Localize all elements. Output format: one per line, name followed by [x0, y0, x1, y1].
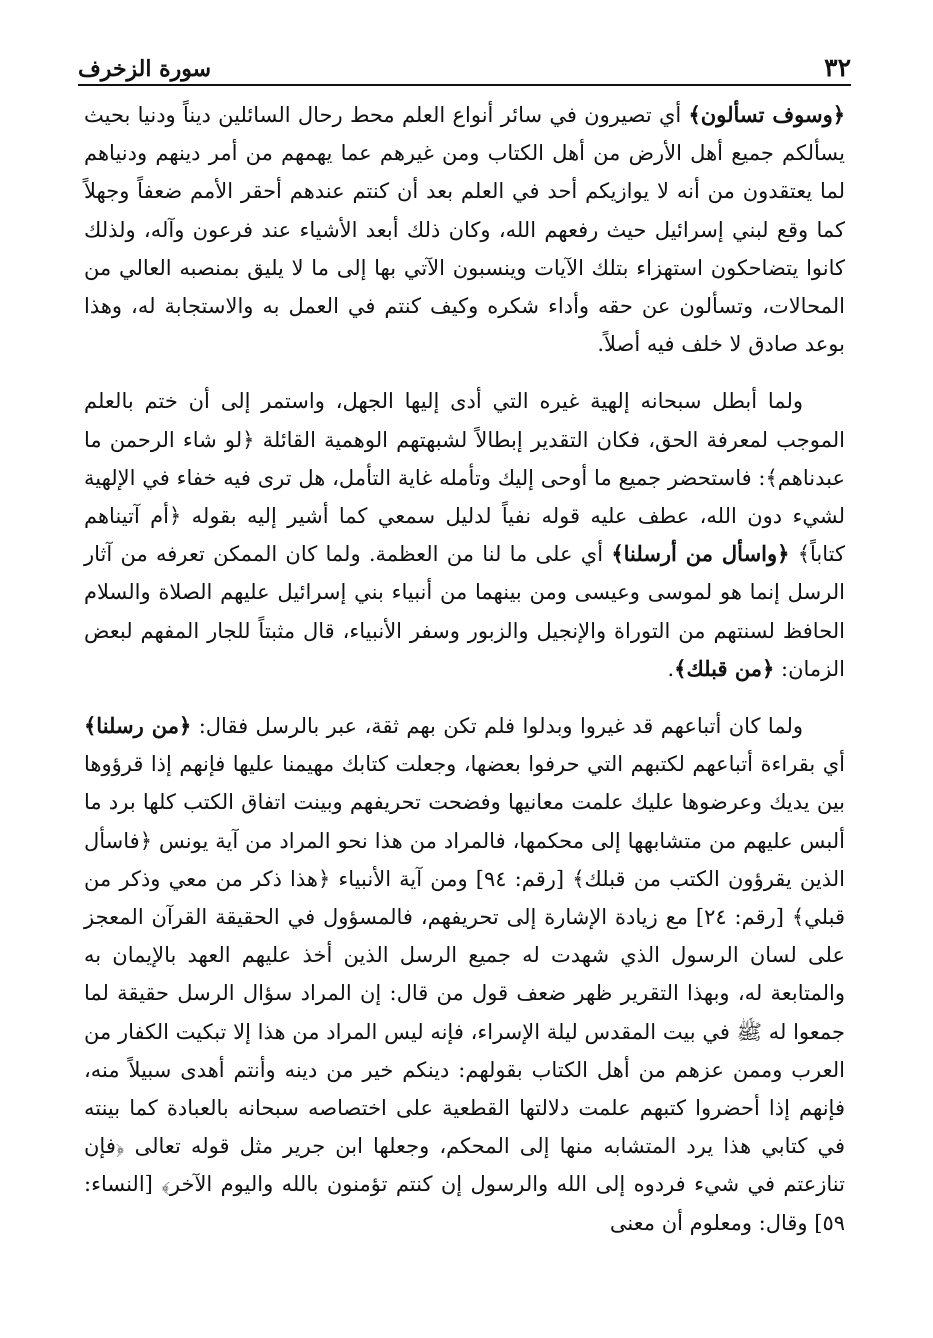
body-text — [789, 542, 797, 566]
quran-quote: ﴿وسوف تسألون﴾ — [688, 102, 846, 127]
body-text: أي بقراءة أتباعهم لكتبهم التي حرفوا بعضها، وجعلت كتابك مهيمنا عليها فإنهم إذا قرؤوها بين يديك وعرضوها عليك علمت معانيها وفضحت تحريفهم وبينت اتفاق الكتب كلها برد ما ألبس عليهم من متشابهها إلى محكمها، فالمراد من هذا نحو المراد من آية يونس — [84, 752, 845, 853]
page-body — [84, 96, 845, 1242]
body-text: أي تصيرون في سائر أنواع العلم محط رحال السائلين ديناً ودنيا بحيث يسألكم جميع أهل الأرض من أهل الكتاب ومن غيرهم عما يهمهم من أمر دينهم ودنياهم لما يعتقدون من أنه لا يوازيكم أحد في العلم بعد أن كنتم عندهم أحقر الأمم ضعفاً وجهلاً كما وقع لبني إسرائيل حيث رفعهم الله، وكان ذلك أبعد الأشياء عند فرعون وآله، ولذلك كانوا يتضاحكون استهزاء بتلك الآيات وينسبون الآتي بها إلى ما لا يليق بمنصبه العالي من المحالات، وتسألون عن حقه وأداء شكره وكيف كنتم في العمل به والاستجابة له، وهذا بوعد صادق لا خلف فيه أصلاً. — [84, 103, 845, 357]
quran-quote: ﴿هذا ذكر من معي وذكر من قبلي﴾ — [84, 866, 845, 930]
paragraph-2 — [84, 382, 845, 688]
body-text: . — [667, 656, 675, 681]
paragraph-1 — [84, 96, 845, 363]
quran-quote: ﴿أم آتيناهم كتاباً﴾ — [84, 504, 845, 567]
body-text: ولما أبطل سبحانه إلهية غيره التي أدى إليها الجهل، واستمر إلى أن ختم بالعلم الموجب لمعرفة الحق، فكان التقدير إبطالاً لشبهتهم الوهمية القائلة — [84, 389, 845, 452]
quran-quote: ﴿من قبلك﴾ — [674, 655, 775, 681]
page-header — [78, 42, 851, 86]
body-text: : فاستحضر جميع ما أوحى إليك وتأمله غاية التأمل، هل ترى فيه خفاء في الإلهية لشيء دون الله، عطف عليه قوله نفياً لدليل سمعي كما أشير إليه بقوله — [84, 465, 846, 529]
surah-title: سورة الزخرف — [78, 56, 212, 82]
quran-quote: ﴿فإن تنازعتم في شيء فردوه إلى الله والرسول إن كنتم تؤمنون بالله واليوم الآخر﴾ — [84, 1134, 845, 1197]
quran-quote: ﴿لو شاء الرحمن ما عبدناهم﴾ — [84, 427, 845, 490]
quran-quote: ﴿واسأل من أرسلنا﴾ — [611, 541, 790, 567]
quran-quote: ﴿من رسلنا﴾ — [84, 713, 192, 739]
body-text: [رقم: ٩٤] ومن آية الأنبياء — [330, 866, 573, 891]
quran-quote: ﴿فاسأل الذين يقرؤون الكتب من قبلك﴾ — [84, 828, 845, 891]
paragraph-3 — [84, 707, 845, 1242]
body-text: أي على ما لنا من العظمة. ولما كان الممكن تعرفه من آثار الرسل إنما هو لموسى وعيسى ومن بينهما من أنبياء بني إسرائيل عليهم الصلاة والسلام الحافظ لسنتهم من التوراة والإنجيل والزبور وسفر الأنبياء، قال مثبتاً للجار المفهم لبعض الزمان: — [84, 542, 845, 681]
body-text: ولما كان أتباعهم قد غيروا وبدلوا فلم تكن بهم ثقة، عبر بالرسل فقال: — [191, 714, 803, 739]
page-number: ٣٢ — [824, 53, 851, 82]
body-text: [النساء: ٥٩] وقال: ومعلوم أن معنى — [84, 1172, 845, 1235]
body-text: [رقم: ٢٤] مع زيادة الإشارة إلى تحريفهم، فالمسؤول في الحقيقة القرآن المعجز على لسان الرسول الذي شهدت له جميع الرسل الذين أخذ عليهم العهد بالإيمان به والمتابعة له، وبهذا التقرير ظهر ضعف قول من قال: إن المراد سؤال الرسل حقيقة لما جمعوا له ﷺ في بيت المقدس ليلة الإسراء، فإنه ليس المراد من هذا إلا تبكيت الكفار من العرب وممن عزهم من أهل الكتاب بقولهم: دينكم خير من دينه وأنتم أهدى سبيلاً منه، فإنهم إذا أحضروا كتبهم علمت دلالتها القطعية على اختصاصه سبحانه بالعبادة كما بينته في كتابي هذا يرد المتشابه منها إلى المحكم، وجعلها ابن جرير مثل قوله تعالى — [84, 905, 845, 1159]
